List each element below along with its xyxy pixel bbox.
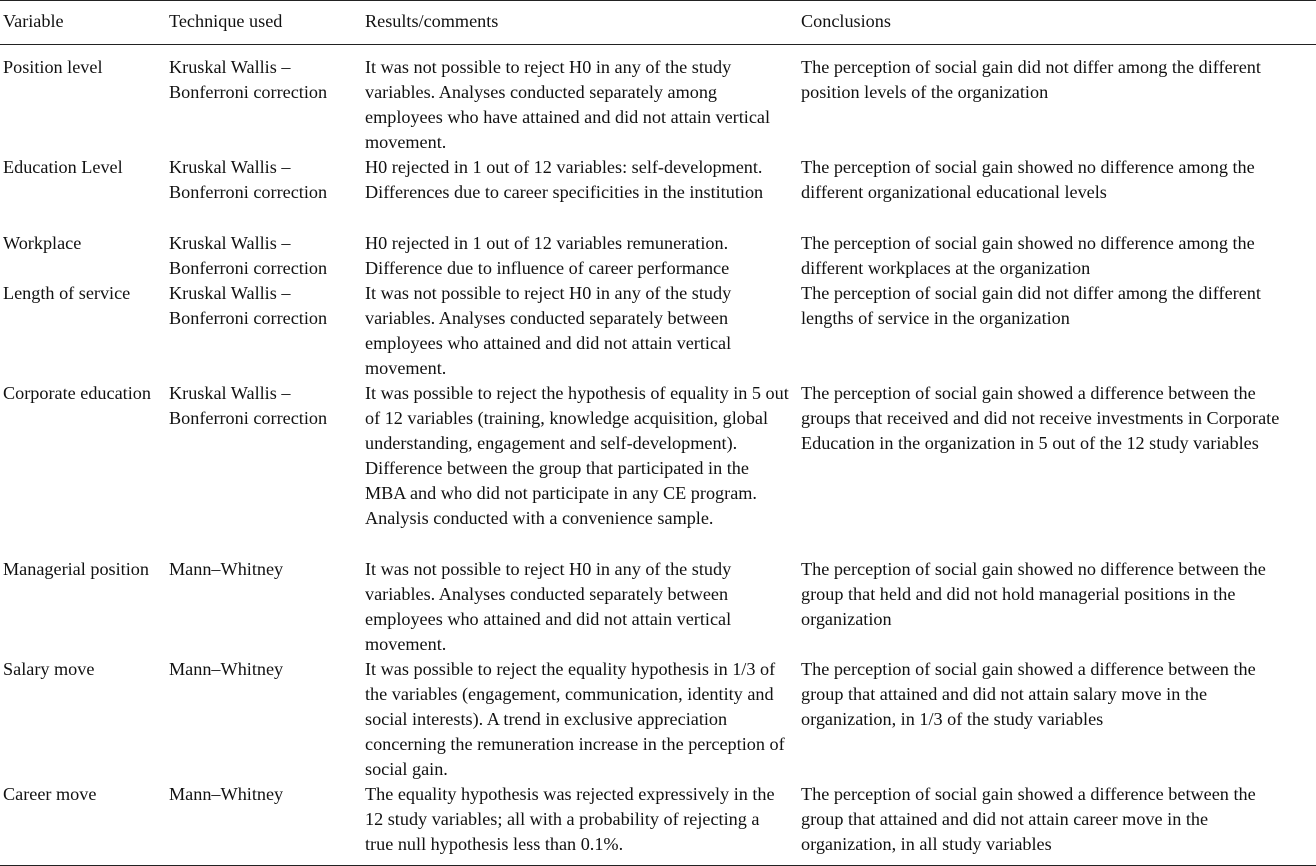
- table-row: [0, 657, 1316, 782]
- cell-results: H0 rejected in 1 out of 12 variables remuneration. Difference due to influence of career performance: [365, 233, 730, 278]
- cell-conclusions: The perception of social gain showed no difference between the group that held and did not hold managerial positions in the organization: [801, 559, 1266, 629]
- table-row: [0, 155, 1316, 231]
- cell-conclusions: The perception of social gain showed a difference between the group that attained and did not attain career move in the organization, in all study variables: [801, 784, 1256, 854]
- table-row: [0, 557, 1316, 657]
- cell-technique: Mann–Whitney: [169, 784, 284, 804]
- header-conclusions: Conclusions: [801, 11, 891, 31]
- cell-results: It was possible to reject the hypothesis of equality in 5 out of 12 variables (training, knowledge acquisition, global understanding, engagement and self-development). Difference between the group that participated in the MBA and who did not participate in any CE program. Analysis conducted with a convenience sample.: [365, 383, 789, 528]
- cell-variable: [0, 657, 166, 782]
- cell-conclusions: The perception of social gain showed no difference among the different organizational educational levels: [801, 157, 1255, 202]
- cell-technique: Kruskal Wallis – Bonferroni correction: [169, 233, 328, 278]
- table-row: [0, 281, 1316, 381]
- cell-technique: Kruskal Wallis – Bonferroni correction: [169, 157, 328, 202]
- table-row: [0, 45, 1316, 156]
- variable-label: Salary move: [3, 659, 95, 679]
- cell-conclusions: The perception of social gain did not differ among the different position levels of the organization: [801, 57, 1261, 102]
- cell-technique: Mann–Whitney: [169, 559, 284, 579]
- table-header: [0, 1, 1316, 45]
- header-technique: Technique used: [169, 11, 283, 31]
- cell-variable: [0, 381, 166, 557]
- table-body: [0, 45, 1316, 866]
- variable-label: Corporate education: [3, 383, 151, 403]
- table-row: [0, 782, 1316, 865]
- cell-technique: Kruskal Wallis – Bonferroni correction: [169, 57, 328, 102]
- header-results: Results/comments: [365, 11, 499, 31]
- variable-label: Education Level: [3, 157, 123, 177]
- cell-results: H0 rejected in 1 out of 12 variables: self-development. Differences due to career specificities in the institution: [365, 157, 764, 202]
- cell-variable: [0, 281, 166, 381]
- cell-conclusions: The perception of social gain did not differ among the different lengths of service in the organization: [801, 283, 1261, 328]
- cell-results: The equality hypothesis was rejected expressively in the 12 study variables; all with a probability of rejecting a true null hypothesis less than 0.1%.: [365, 784, 775, 854]
- header-row: [0, 1, 1316, 45]
- header-variable: Variable: [3, 11, 64, 31]
- cell-results: It was not possible to reject H0 in any of the study variables. Analyses conducted separately among employees who have attained and did not attain vertical movement.: [365, 57, 771, 152]
- cell-variable: [0, 557, 166, 657]
- cell-results: It was not possible to reject H0 in any of the study variables. Analyses conducted separately between employees who attained and did not attain vertical movement.: [365, 559, 732, 654]
- cell-conclusions: The perception of social gain showed no difference among the different workplaces at the organization: [801, 233, 1255, 278]
- cell-variable: [0, 155, 166, 231]
- cell-variable: [0, 782, 166, 865]
- cell-technique: Kruskal Wallis – Bonferroni correction: [169, 283, 328, 328]
- cell-conclusions: The perception of social gain showed a difference between the group that attained and did not attain salary move in the organization, in 1/3 of the study variables: [801, 659, 1256, 729]
- variable-label: Workplace: [3, 233, 82, 253]
- variable-label: Position level: [3, 57, 103, 77]
- table-row: [0, 381, 1316, 557]
- cell-results: It was possible to reject the equality hypothesis in 1/3 of the variables (engagement, communication, identity and social interests). A trend in exclusive appreciation concerning the remuneration increase in the perception of social gain.: [365, 659, 785, 779]
- cell-variable: [0, 231, 166, 281]
- table-row: [0, 231, 1316, 281]
- cell-conclusions: The perception of social gain showed a difference between the groups that received and did not receive investments in Corporate Education in the organization in 5 out of the 12 study variables: [801, 383, 1280, 453]
- variable-label: Length of service: [3, 283, 131, 303]
- cell-variable: [0, 45, 166, 156]
- variable-label: Career move: [3, 784, 97, 804]
- cell-technique: Mann–Whitney: [169, 659, 284, 679]
- cell-results: It was not possible to reject H0 in any of the study variables. Analyses conducted separately between employees who attained and did not attain vertical movement.: [365, 283, 732, 378]
- variable-label: Managerial position: [3, 559, 149, 579]
- cell-technique: Kruskal Wallis – Bonferroni correction: [169, 383, 328, 428]
